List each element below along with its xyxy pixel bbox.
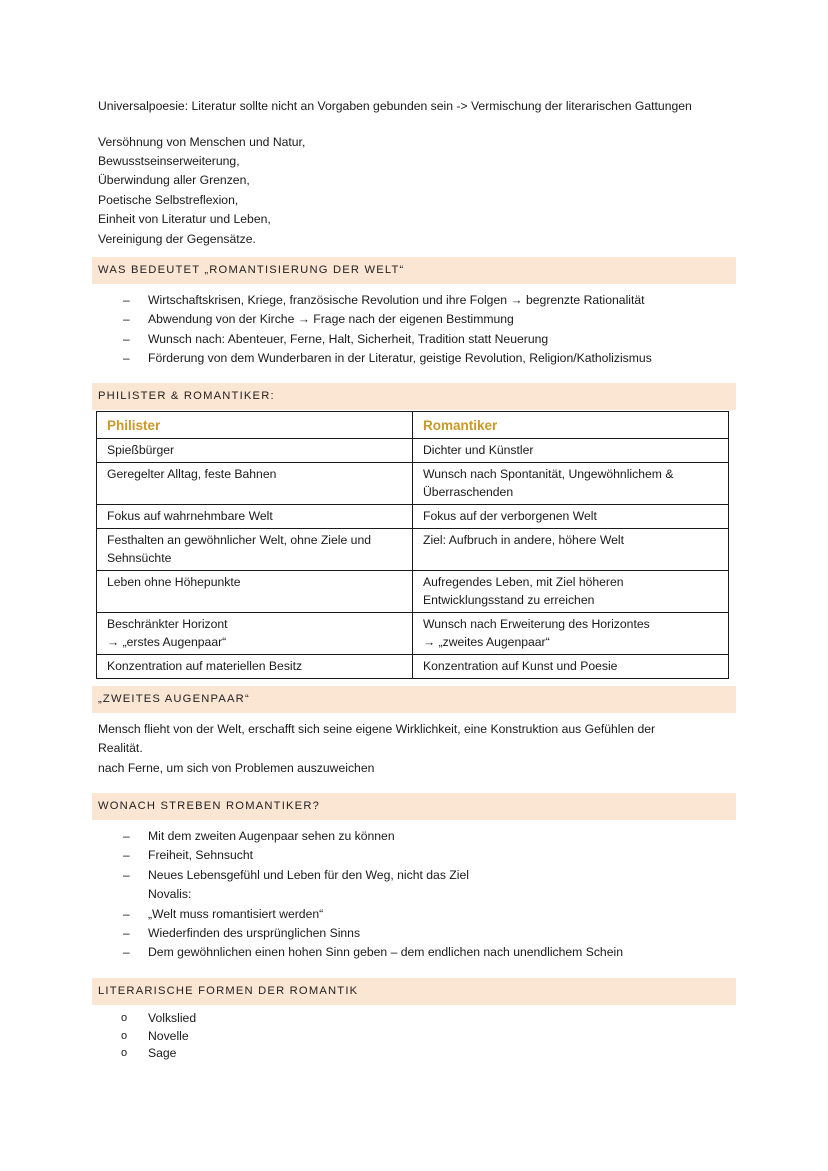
circle-bullet: o — [121, 1012, 128, 1024]
cell-line: Leben ohne Höhepunkte — [107, 575, 241, 589]
cell-line: Sehnsüchte — [107, 551, 172, 565]
list-item: – Dem gewöhnlichen einen hohen Sinn geben – dem endlichen nach unendlichem Schein — [0, 943, 623, 962]
section-heading-philister: PHILISTER & ROMANTIKER: — [92, 383, 736, 410]
formen-list — [0, 1010, 196, 1063]
dash-bullet: – — [123, 331, 130, 346]
dash-bullet: – — [123, 945, 130, 960]
universalpoesie-line: Universalpoesie: Literatur sollte nicht an Vorgaben gebunden sein -> Vermischung der literarischen Gattungen — [98, 99, 692, 113]
intro-line: Überwindung aller Grenzen, — [98, 173, 250, 187]
table-row — [97, 571, 729, 613]
list-item: – Mit dem zweiten Augenpaar sehen zu können — [0, 827, 623, 846]
romantisierung-list — [0, 291, 652, 369]
cell-line: Ziel: Aufbruch in andere, höhere Welt — [423, 533, 624, 547]
novalis-label: Novalis: — [148, 887, 192, 902]
dash-bullet: – — [123, 293, 130, 307]
list-item: – Abwendung von der Kirche → Frage nach der eigenen Bestimmung — [0, 310, 652, 329]
cell-philister — [97, 655, 413, 679]
list-item: – Wirtschaftskrisen, Kriege, französische Revolution und ihre Folgen → begrenzte Rationalität — [0, 291, 652, 310]
cell-line: Dichter und Künstler — [423, 443, 534, 457]
paragraph-line: Realität. — [98, 741, 143, 755]
intro-line: Einheit von Literatur und Leben, — [98, 212, 271, 226]
cell-romantiker — [413, 463, 729, 505]
cell-line: Beschränkter Horizont — [107, 617, 228, 631]
table-header-row — [97, 412, 729, 439]
cell-line: Konzentration auf Kunst und Poesie — [423, 659, 618, 673]
table-row — [97, 463, 729, 505]
cell-philister — [97, 505, 413, 529]
circle-bullet: o — [121, 1047, 128, 1059]
cell-line: → „erstes Augenpaar“ — [107, 635, 227, 649]
list-item: – Förderung von dem Wunderbaren in der Literatur, geistige Revolution, Religion/Katholizismus — [0, 349, 652, 368]
list-item: – „Welt muss romantisiert werden“ — [0, 905, 623, 924]
section-heading-wonach-streben: WONACH STREBEN ROMANTIKER? — [92, 793, 736, 820]
list-item: – Wiederfinden des ursprünglichen Sinns — [0, 924, 623, 943]
cell-philister — [97, 571, 413, 613]
cell-line: Fokus auf wahrnehmbare Welt — [107, 509, 273, 523]
list-item: – Neues Lebensgefühl und Leben für den Weg, nicht das Ziel — [0, 866, 623, 885]
cell-line: Festhalten an gewöhnlicher Welt, ohne Ziele und — [107, 533, 372, 547]
section-heading-literarische-formen: LITERARISCHE FORMEN DER ROMANTIK — [92, 978, 736, 1005]
dash-bullet: – — [123, 351, 130, 366]
cell-line: Überraschenden — [423, 485, 514, 499]
list-item: – Freiheit, Sehnsucht — [0, 846, 623, 865]
cell-line: Fokus auf der verborgenen Welt — [423, 509, 597, 523]
cell-romantiker — [413, 655, 729, 679]
cell-philister — [97, 613, 413, 655]
table-row — [97, 655, 729, 679]
list-item: – Wunsch nach: Abenteuer, Ferne, Halt, Sicherheit, Tradition statt Neuerung — [0, 330, 652, 349]
intro-line: Poetische Selbstreflexion, — [98, 193, 239, 207]
cell-line: Aufregendes Leben, mit Ziel höheren — [423, 575, 624, 589]
intro-line: Bewusstseinserweiterung, — [98, 154, 240, 168]
circle-bullet: o — [121, 1029, 128, 1042]
cell-line: Konzentration auf materiellen Besitz — [107, 659, 303, 673]
list-item: o Novelle — [0, 1028, 196, 1046]
cell-romantiker — [413, 505, 729, 529]
table-row — [97, 613, 729, 655]
cell-line: Geregelter Alltag, feste Bahnen — [107, 467, 277, 481]
column-header-philister: Philister — [97, 412, 413, 439]
column-header-romantiker: Romantiker — [413, 412, 729, 439]
dash-bullet: – — [123, 926, 130, 941]
section-heading-zweites-augenpaar: „ZWEITES AUGENPAAR“ — [92, 686, 736, 713]
dash-bullet: – — [123, 848, 130, 863]
list-item: o Sage — [0, 1045, 196, 1063]
cell-line: Wunsch nach Erweiterung des Horizontes — [423, 617, 650, 631]
cell-line: Wunsch nach Spontanität, Ungewöhnlichem & — [423, 467, 674, 481]
dash-bullet: – — [123, 312, 130, 327]
cell-philister — [97, 439, 413, 463]
table-row — [97, 505, 729, 529]
cell-line: → „zweites Augenpaar“ — [423, 635, 550, 649]
paragraph-line: Mensch flieht von der Welt, erschafft sich seine eigene Wirklichkeit, eine Konstruktion aus Gefühlen der — [98, 722, 656, 736]
cell-romantiker — [413, 571, 729, 613]
section-heading-romantisierung: WAS BEDEUTET „ROMANTISIERUNG DER WELT“ — [92, 257, 736, 284]
table-row — [97, 439, 729, 463]
streben-list — [0, 827, 623, 963]
cell-romantiker — [413, 439, 729, 463]
cell-line: Spießbürger — [107, 443, 175, 457]
dash-bullet: – — [123, 906, 130, 921]
dash-bullet: – — [123, 829, 130, 843]
cell-line: Entwicklungsstand zu erreichen — [423, 593, 595, 607]
intro-line: Versöhnung von Menschen und Natur, — [98, 135, 306, 149]
cell-philister — [97, 463, 413, 505]
table-row — [97, 529, 729, 571]
cell-romantiker — [413, 529, 729, 571]
dash-bullet: – — [123, 867, 130, 882]
list-item: o Volkslied — [0, 1010, 196, 1028]
cell-romantiker — [413, 613, 729, 655]
intro-line: Vereinigung der Gegensätze. — [98, 232, 256, 246]
cell-philister — [97, 529, 413, 571]
philister-romantiker-table — [96, 411, 729, 679]
paragraph-line: nach Ferne, um sich von Problemen auszuweichen — [98, 761, 375, 775]
